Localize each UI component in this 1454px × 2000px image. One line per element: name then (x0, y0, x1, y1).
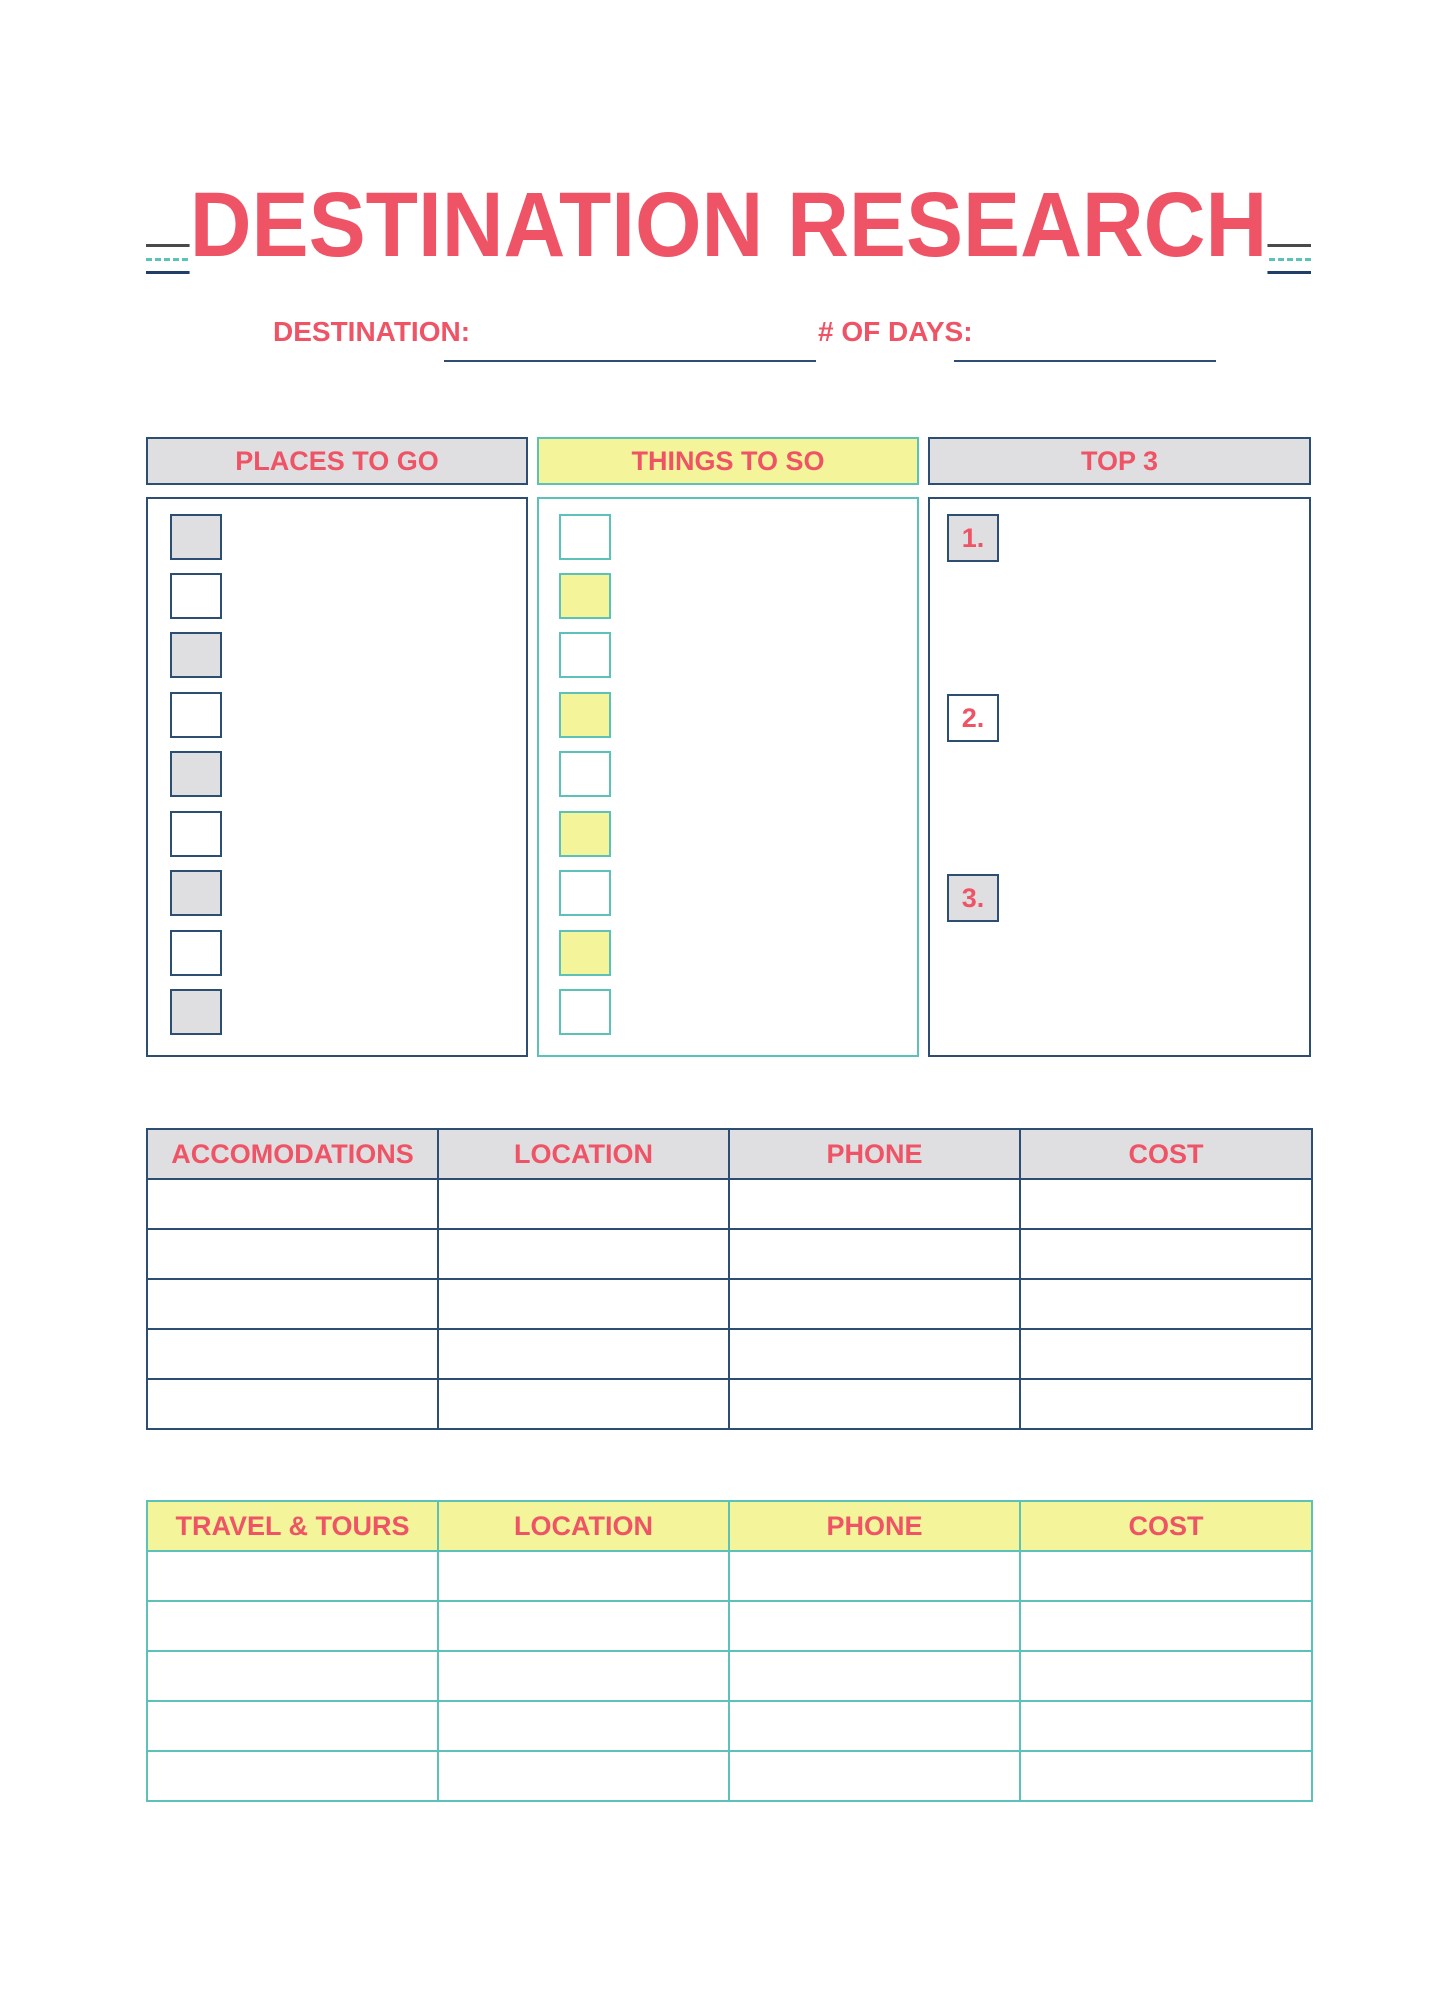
table-cell[interactable] (438, 1179, 729, 1229)
table-row (147, 1179, 1312, 1229)
places-checkbox[interactable] (170, 632, 222, 678)
table-cell[interactable] (147, 1179, 438, 1229)
table-cell[interactable] (438, 1279, 729, 1329)
table-cell[interactable] (729, 1179, 1020, 1229)
top3-number-2: 2. (947, 694, 999, 742)
col-header: COST (1020, 1501, 1312, 1551)
things-checkbox[interactable] (559, 870, 611, 916)
table-row (147, 1279, 1312, 1329)
table-cell[interactable] (147, 1551, 438, 1601)
table-cell[interactable] (438, 1751, 729, 1801)
accommodations-table (146, 1128, 1313, 1430)
things-to-do-panel (537, 497, 919, 1057)
table-cell[interactable] (1020, 1279, 1312, 1329)
col-header: PHONE (729, 1501, 1020, 1551)
table-cell[interactable] (438, 1329, 729, 1379)
things-checkbox[interactable] (559, 632, 611, 678)
table-cell[interactable] (1020, 1751, 1312, 1801)
table-cell[interactable] (147, 1701, 438, 1751)
table-cell[interactable] (1020, 1379, 1312, 1429)
table-cell[interactable] (729, 1279, 1020, 1329)
places-checkbox[interactable] (170, 514, 222, 560)
table-cell[interactable] (1020, 1179, 1312, 1229)
destination-field[interactable] (444, 340, 816, 362)
table-cell[interactable] (147, 1601, 438, 1651)
table-cell[interactable] (438, 1701, 729, 1751)
table-cell[interactable] (147, 1229, 438, 1279)
top3-panel (928, 497, 1311, 1057)
table-cell[interactable] (1020, 1551, 1312, 1601)
title-block (146, 170, 1311, 290)
table-cell[interactable] (1020, 1229, 1312, 1279)
table-cell[interactable] (1020, 1601, 1312, 1651)
days-label: # OF DAYS: (818, 316, 973, 347)
top3-header: TOP 3 (928, 437, 1311, 485)
places-checkbox[interactable] (170, 930, 222, 976)
table-cell[interactable] (729, 1651, 1020, 1701)
table-cell[interactable] (729, 1701, 1020, 1751)
table-row (147, 1551, 1312, 1601)
table-cell[interactable] (1020, 1329, 1312, 1379)
table-cell[interactable] (147, 1751, 438, 1801)
places-checkbox[interactable] (170, 811, 222, 857)
destination-label: DESTINATION: (273, 316, 471, 347)
col-header: PHONE (729, 1129, 1020, 1179)
table-cell[interactable] (729, 1601, 1020, 1651)
table-header-row (147, 1501, 1312, 1551)
things-checkbox[interactable] (559, 811, 611, 857)
table-row (147, 1329, 1312, 1379)
table-row (147, 1229, 1312, 1279)
places-checkbox[interactable] (170, 692, 222, 738)
table-cell[interactable] (147, 1329, 438, 1379)
places-to-go-header: PLACES TO GO (146, 437, 528, 485)
things-checkbox[interactable] (559, 930, 611, 976)
col-header: ACCOMODATIONS (147, 1129, 438, 1179)
places-checkbox[interactable] (170, 989, 222, 1035)
table-cell[interactable] (1020, 1701, 1312, 1751)
page-title: DESTINATION RESEARCH (189, 174, 1268, 276)
table-row (147, 1751, 1312, 1801)
things-checkbox[interactable] (559, 514, 611, 560)
days-field[interactable] (954, 340, 1216, 362)
top3-number-3: 3. (947, 874, 999, 922)
table-cell[interactable] (147, 1379, 438, 1429)
places-checkbox[interactable] (170, 870, 222, 916)
table-cell[interactable] (1020, 1651, 1312, 1701)
table-cell[interactable] (438, 1651, 729, 1701)
top3-number-1: 1. (947, 514, 999, 562)
col-header: LOCATION (438, 1129, 729, 1179)
table-header-row (147, 1129, 1312, 1179)
col-header: LOCATION (438, 1501, 729, 1551)
table-row (147, 1379, 1312, 1429)
things-checkbox[interactable] (559, 573, 611, 619)
places-checkbox[interactable] (170, 573, 222, 619)
table-row (147, 1701, 1312, 1751)
col-header: TRAVEL & TOURS (147, 1501, 438, 1551)
things-to-do-header: THINGS TO SO (537, 437, 919, 485)
things-checkbox[interactable] (559, 692, 611, 738)
table-row (147, 1601, 1312, 1651)
table-cell[interactable] (729, 1229, 1020, 1279)
travel-tours-table (146, 1500, 1313, 1802)
table-cell[interactable] (729, 1751, 1020, 1801)
places-to-go-panel (146, 497, 528, 1057)
table-cell[interactable] (729, 1551, 1020, 1601)
table-cell[interactable] (438, 1601, 729, 1651)
places-checkbox[interactable] (170, 751, 222, 797)
table-cell[interactable] (438, 1229, 729, 1279)
col-header: COST (1020, 1129, 1312, 1179)
table-cell[interactable] (729, 1329, 1020, 1379)
table-cell[interactable] (438, 1379, 729, 1429)
table-row (147, 1651, 1312, 1701)
table-cell[interactable] (147, 1279, 438, 1329)
things-checkbox[interactable] (559, 989, 611, 1035)
table-cell[interactable] (729, 1379, 1020, 1429)
table-cell[interactable] (438, 1551, 729, 1601)
table-cell[interactable] (147, 1651, 438, 1701)
things-checkbox[interactable] (559, 751, 611, 797)
